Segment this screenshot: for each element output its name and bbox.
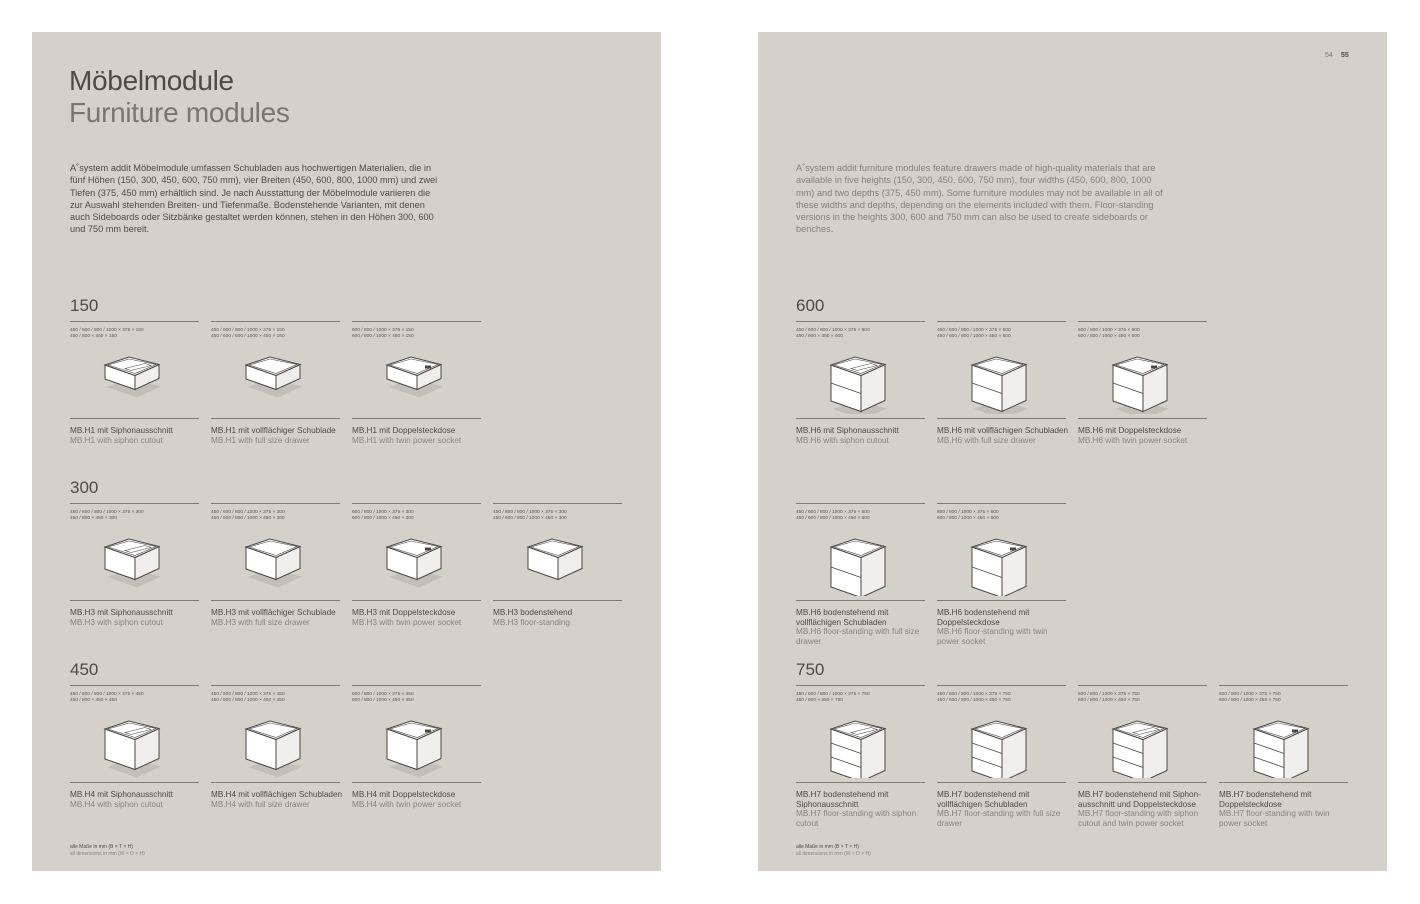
section-heading-300: 300: [70, 478, 99, 497]
module-name-en: MB.H3 with siphon cutout: [70, 617, 163, 627]
section-heading-750: 750: [796, 660, 825, 679]
module-name-de: MB.H6 mit Doppelsteckdose: [1078, 426, 1182, 435]
drawer-300-socket-icon: [382, 530, 452, 596]
bottom-rule: [1219, 782, 1348, 783]
drawer-450-siphon-icon: [100, 712, 170, 778]
drawer-750-siphon-socket-icon: [1108, 712, 1178, 778]
drawer-450-full-icon: [241, 712, 311, 778]
module-name-de: MB.H3 mit Doppelsteckdose: [352, 608, 456, 617]
module-name-en: MB.H6 floor-standing with full size drawer: [796, 627, 920, 646]
dimension-line: 450 / 600 / 800 / 1000 × 375 × 450: [211, 692, 285, 697]
bottom-rule: [796, 600, 925, 601]
module-name-de: MB.H7 bodenstehend mit vollflächigen Schubladen: [937, 790, 1030, 809]
module-illustration: [382, 530, 452, 596]
module-illustration: [967, 530, 1037, 596]
bottom-rule: [211, 418, 340, 419]
dimension-line: 600 / 800 / 1000 × 450 × 600: [1078, 334, 1140, 339]
top-rule: [796, 503, 925, 504]
module-illustration: [1108, 712, 1178, 778]
module-card: [937, 503, 1066, 663]
module-name-de: MB.H7 bodenstehend mit Doppelsteckdose: [1219, 790, 1312, 809]
module-illustration: [241, 712, 311, 778]
bottom-rule: [937, 600, 1066, 601]
module-name-de: MB.H4 mit Doppelsteckdose: [352, 790, 456, 799]
bottom-rule: [493, 600, 622, 601]
footnote-en: all dimensions in mm (W × D × H): [796, 850, 871, 857]
top-rule: [796, 321, 925, 322]
module-name-en: MB.H7 floor-standing with twin power socket: [1219, 809, 1330, 828]
top-rule: [70, 321, 199, 322]
module-label: [70, 608, 202, 627]
module-dimensions: [70, 692, 199, 704]
top-rule: [937, 685, 1066, 686]
module-name-de: MB.H4 mit Siphonausschnitt: [70, 790, 173, 799]
bottom-rule: [937, 782, 1066, 783]
module-illustration: [826, 712, 896, 778]
module-dimensions: [211, 328, 340, 340]
module-card: [352, 503, 481, 663]
module-card: [796, 685, 925, 845]
module-illustration: [523, 530, 593, 596]
module-label: [211, 608, 343, 627]
module-illustration: [241, 348, 311, 414]
intro-text-de: A˚system addit Möbelmodule umfassen Schubladen aus hochwertigen Materialien, die in fünf Höhen (150, 300, 450, 600, 750 mm), vier Breiten (450, 600, 800, 1000 mm) und zwei Tiefen (375, 450 mm) erhältlich sind. Je nach Ausstattung der Möbelmodule variieren die zur Auswahl stehenden Breiten- und Tiefenmaße. Bodenstehende Varianten, mit denen auch Sideboards oder Sitzbänke gestaltet werden können, stehen in den Höhen 300, 600 und 750 mm bereit.: [70, 163, 438, 235]
dimension-line: 450 / 600 / 800 / 1000 × 450 × 150: [211, 334, 285, 339]
module-illustration: [382, 712, 452, 778]
dimension-line: 450 / 800 × 450 × 150: [70, 334, 117, 339]
section-heading-450: 450: [70, 660, 99, 679]
drawer-750-full-icon: [967, 712, 1037, 778]
module-card: [352, 685, 481, 845]
dimension-line: 600 / 800 / 1000 × 450 × 750: [1219, 698, 1281, 703]
page-number-right: 55: [1341, 52, 1349, 59]
module-illustration: [241, 530, 311, 596]
top-rule: [211, 503, 340, 504]
bottom-rule: [211, 600, 340, 601]
page-title-de: Möbelmodule: [69, 65, 234, 96]
module-name-en: MB.H4 with siphon cutout: [70, 799, 163, 809]
module-card: [352, 321, 481, 481]
dimension-line: 600 / 800 / 1000 × 375 × 750: [1219, 692, 1281, 697]
top-rule: [1078, 321, 1207, 322]
module-label: [1078, 426, 1210, 445]
top-rule: [352, 503, 481, 504]
module-name-de: MB.H4 mit vollflächigen Schubladen: [211, 790, 343, 799]
module-name-de: MB.H3 bodenstehend: [493, 608, 573, 617]
footnote: [70, 844, 145, 857]
module-illustration: [1249, 712, 1319, 778]
right-page: [758, 32, 1387, 871]
drawer-750-siphon-icon: [826, 712, 896, 778]
module-name-en: MB.H3 with twin power socket: [352, 617, 462, 627]
top-rule: [70, 685, 199, 686]
drawer-600-full-icon: [967, 348, 1037, 414]
module-illustration: [826, 348, 896, 414]
module-illustration: [1108, 348, 1178, 414]
dimension-line: 600 / 800 / 1000 × 375 × 600: [1078, 328, 1140, 333]
module-label: [937, 426, 1069, 445]
module-dimensions: [70, 510, 199, 522]
dimension-line: 600 / 800 / 1000 × 375 × 300: [352, 510, 414, 515]
module-name-en: MB.H6 with twin power socket: [1078, 435, 1188, 445]
dimension-line: 450 / 600 / 800 / 1000 × 375 × 600: [796, 328, 870, 333]
top-rule: [937, 321, 1066, 322]
module-dimensions: [937, 692, 1066, 704]
left-page: [32, 32, 661, 871]
bottom-rule: [70, 782, 199, 783]
drawer-600-siphon-icon: [826, 348, 896, 414]
module-card: [1078, 685, 1207, 845]
module-label: [796, 790, 928, 828]
footnote: [796, 844, 871, 857]
module-dimensions: [796, 510, 925, 522]
section-heading-150: 150: [70, 296, 99, 315]
drawer-300-siphon-icon: [100, 530, 170, 596]
module-dimensions: [493, 510, 622, 522]
module-name-en: MB.H3 floor-standing: [493, 617, 570, 627]
dimension-line: 450 / 800 × 450 × 450: [70, 698, 117, 703]
module-name-de: MB.H3 mit Siphonausschnitt: [70, 608, 173, 617]
bottom-rule: [796, 782, 925, 783]
dimension-line: 600 / 800 / 1000 × 450 × 150: [352, 334, 414, 339]
module-label: [70, 790, 202, 809]
drawer-300-full-icon: [241, 530, 311, 596]
dimension-line: 450 / 600 / 800 / 1000 × 375 × 150: [211, 328, 285, 333]
top-rule: [352, 321, 481, 322]
module-card: [70, 685, 199, 845]
bottom-rule: [937, 418, 1066, 419]
drawer-600-socket-icon: [1108, 348, 1178, 414]
footnote-de: alle Maße in mm (B × T × H): [70, 844, 133, 850]
module-dimensions: [70, 328, 199, 340]
module-name-de: MB.H6 mit Siphonausschnitt: [796, 426, 899, 435]
dimension-line: 450 / 600 / 800 / 1000 × 450 × 300: [493, 516, 567, 521]
module-illustration: [967, 348, 1037, 414]
dimension-line: 600 / 800 / 1000 × 450 × 750: [1078, 698, 1140, 703]
module-label: [352, 426, 484, 445]
module-name-en: MB.H7 floor-standing with full size drawer: [937, 809, 1061, 828]
module-dimensions: [796, 692, 925, 704]
drawer-750-socket-icon: [1249, 712, 1319, 778]
module-label: [211, 790, 343, 809]
module-dimensions: [352, 510, 481, 522]
module-card: [937, 685, 1066, 845]
module-dimensions: [937, 328, 1066, 340]
module-name-de: MB.H6 mit vollflächigen Schubladen: [937, 426, 1069, 435]
dimension-line: 450 / 600 / 800 / 1000 × 450 × 450: [211, 698, 285, 703]
module-name-de: MB.H1 mit vollflächiger Schublade: [211, 426, 336, 435]
top-rule: [70, 503, 199, 504]
module-label: [352, 790, 484, 809]
top-rule: [1078, 685, 1207, 686]
module-illustration: [967, 712, 1037, 778]
module-card: [211, 321, 340, 481]
bottom-rule: [70, 600, 199, 601]
module-card: [211, 503, 340, 663]
dimension-line: 600 / 800 / 1000 × 375 × 750: [1078, 692, 1140, 697]
module-dimensions: [796, 328, 925, 340]
module-dimensions: [352, 328, 481, 340]
module-name-en: MB.H1 with siphon cutout: [70, 435, 163, 445]
module-dimensions: [1078, 692, 1207, 704]
module-card: [211, 685, 343, 845]
module-illustration: [100, 712, 170, 778]
module-illustration: [100, 530, 170, 596]
dimension-line: 450 / 600 / 800 / 1000 × 450 × 300: [211, 516, 285, 521]
flat-drawer-siphon-icon: [100, 348, 170, 414]
dimension-line: 450 / 600 / 800 / 1000 × 375 × 600: [937, 328, 1011, 333]
module-label: [937, 790, 1069, 828]
dimension-line: 450 / 800 × 450 × 600: [796, 334, 843, 339]
drawer-600-floor-full-icon: [826, 530, 896, 596]
top-rule: [352, 685, 481, 686]
footnote-de: alle Maße in mm (B × T × H): [796, 844, 859, 850]
module-label: [796, 608, 928, 646]
module-name-de: MB.H6 bodenstehend mit vollflächigen Schubladen: [796, 608, 889, 627]
dimension-line: 600 / 800 / 1000 × 375 × 150: [352, 328, 414, 333]
module-label: [1078, 790, 1210, 828]
module-dimensions: [1078, 328, 1207, 340]
top-rule: [937, 503, 1066, 504]
drawer-300-floor-icon: [523, 530, 593, 596]
module-label: [796, 426, 928, 445]
top-rule: [211, 685, 340, 686]
module-illustration: [382, 348, 452, 414]
flat-drawer-full-icon: [241, 348, 311, 414]
dimension-line: 450 / 800 × 450 × 300: [70, 516, 117, 521]
bottom-rule: [1078, 418, 1207, 419]
dimension-line: 450 / 800 × 450 × 750: [796, 698, 843, 703]
dimension-line: 450 / 600 / 800 / 1000 × 375 × 750: [937, 692, 1011, 697]
module-illustration: [826, 530, 896, 596]
bottom-rule: [211, 782, 340, 783]
module-card: [796, 503, 925, 663]
module-card: [1078, 321, 1207, 481]
module-card: [70, 321, 199, 481]
dimension-line: 600 / 800 / 1000 × 450 × 600: [937, 516, 999, 521]
dimension-line: 450 / 600 / 800 / 1000 × 375 × 300: [211, 510, 285, 515]
module-card: [493, 503, 622, 663]
top-rule: [493, 503, 622, 504]
dimension-line: 450 / 600 / 800 / 1000 × 375 × 300: [493, 510, 567, 515]
module-card: [937, 321, 1069, 481]
dimension-line: 450 / 600 / 800 / 1000 × 375 × 150: [70, 328, 144, 333]
module-label: [352, 608, 484, 627]
bottom-rule: [1078, 782, 1207, 783]
module-dimensions: [211, 510, 340, 522]
top-rule: [211, 321, 340, 322]
bottom-rule: [352, 418, 481, 419]
dimension-line: 450 / 600 / 800 / 1000 × 450 × 750: [937, 698, 1011, 703]
dimension-line: 600 / 800 / 1000 × 375 × 600: [937, 510, 999, 515]
module-card: [70, 503, 199, 663]
module-name-de: MB.H1 mit Doppelsteckdose: [352, 426, 456, 435]
footnote-en: all dimensions in mm (W × D × H): [70, 850, 145, 857]
bottom-rule: [352, 600, 481, 601]
module-label: [493, 608, 625, 627]
module-name-de: MB.H1 mit Siphonausschnitt: [70, 426, 173, 435]
module-label: [937, 608, 1069, 646]
module-label: [70, 426, 202, 445]
module-name-de: MB.H7 bodenstehend mit Siphon-ausschnitt und Doppelsteckdose: [1078, 790, 1201, 809]
drawer-600-floor-socket-icon: [967, 530, 1037, 596]
module-name-en: MB.H1 with full size drawer: [211, 435, 310, 445]
bottom-rule: [352, 782, 481, 783]
bottom-rule: [796, 418, 925, 419]
module-card: [796, 321, 925, 481]
dimension-line: 600 / 800 / 1000 × 375 × 450: [352, 692, 414, 697]
bottom-rule: [70, 418, 199, 419]
flat-drawer-socket-icon: [382, 348, 452, 414]
module-name-en: MB.H4 with twin power socket: [352, 799, 462, 809]
dimension-line: 450 / 600 / 800 / 1000 × 450 × 600: [796, 516, 870, 521]
module-name-de: MB.H3 mit vollflächiger Schublade: [211, 608, 336, 617]
module-name-de: MB.H6 bodenstehend mit Doppelsteckdose: [937, 608, 1030, 627]
module-dimensions: [1219, 692, 1348, 704]
dimension-line: 600 / 800 / 1000 × 450 × 300: [352, 516, 414, 521]
module-label: [211, 426, 343, 445]
module-card: [1219, 685, 1348, 845]
dimension-line: 450 / 600 / 800 / 1000 × 375 × 600: [796, 510, 870, 515]
drawer-450-socket-icon: [382, 712, 452, 778]
intro-text-en: A˚system addit furniture modules feature drawers made of high-quality materials that are available in five heights (150, 300, 450, 600, 750 mm), four widths (450, 600, 800, 1000 mm) and two depths (375, 450 mm). Some furniture modules may not be available in all of these widths and depths, depending on the elements included with them. Floor-standing versions in the heights 300, 600 and 750 mm can also be used to create sideboards or benches.: [796, 163, 1163, 235]
module-dimensions: [211, 692, 340, 704]
dimension-line: 600 / 800 / 1000 × 450 × 450: [352, 698, 414, 703]
module-dimensions: [352, 692, 481, 704]
module-name-en: MB.H6 floor-standing with twin power socket: [937, 627, 1048, 646]
page-number-left: 54: [1325, 52, 1333, 59]
module-name-en: MB.H6 with siphon cutout: [796, 435, 889, 445]
module-illustration: [100, 348, 170, 414]
dimension-line: 450 / 600 / 800 / 1000 × 375 × 300: [70, 510, 144, 515]
module-name-en: MB.H3 with full size drawer: [211, 617, 310, 627]
dimension-line: 450 / 600 / 800 / 1000 × 450 × 600: [937, 334, 1011, 339]
dimension-line: 450 / 600 / 800 / 1000 × 375 × 450: [70, 692, 144, 697]
module-name-en: MB.H6 with full size drawer: [937, 435, 1036, 445]
section-heading-600: 600: [796, 296, 825, 315]
module-name-en: MB.H7 floor-standing with siphon cutout: [796, 809, 917, 828]
module-name-en: MB.H1 with twin power socket: [352, 435, 462, 445]
module-label: [1219, 790, 1351, 828]
dimension-line: 450 / 600 / 800 / 1000 × 375 × 750: [796, 692, 870, 697]
top-rule: [796, 685, 925, 686]
page-title-en: Furniture modules: [69, 97, 290, 128]
top-rule: [1219, 685, 1348, 686]
module-dimensions: [937, 510, 1066, 522]
module-name-en: MB.H7 floor-standing with siphon cutout and twin power socket: [1078, 809, 1199, 828]
module-name-de: MB.H7 bodenstehend mit Siphonausschnitt: [796, 790, 889, 809]
module-name-en: MB.H4 with full size drawer: [211, 799, 310, 809]
